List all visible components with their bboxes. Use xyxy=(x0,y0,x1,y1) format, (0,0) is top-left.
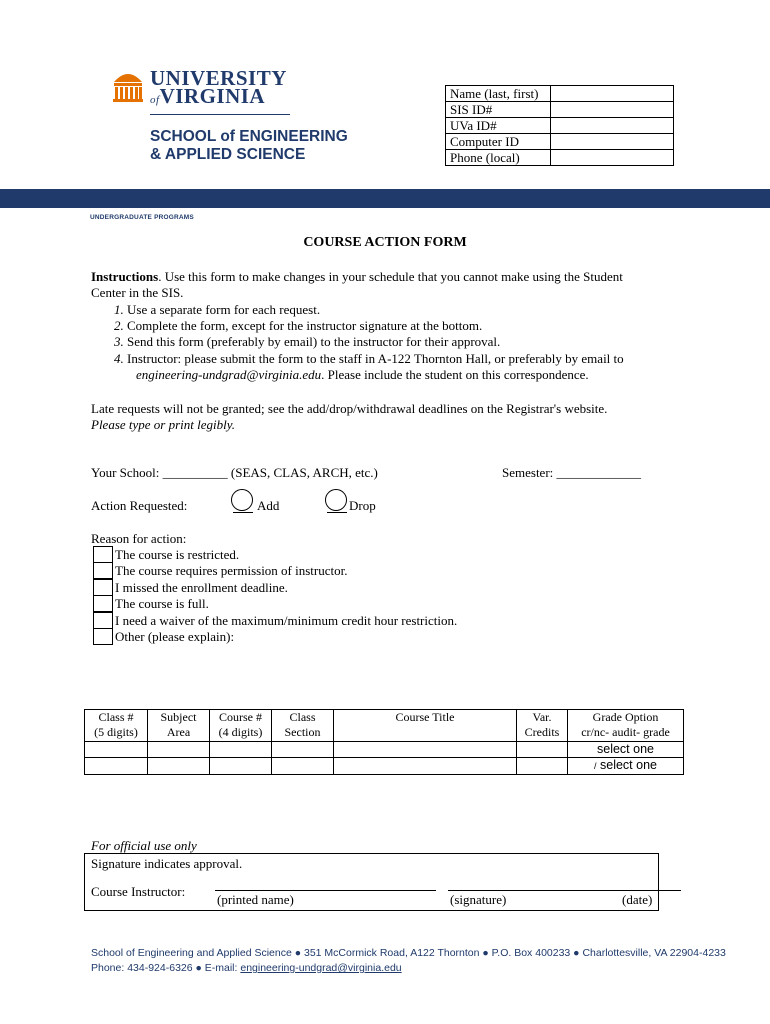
course-num-cell[interactable] xyxy=(210,742,272,758)
instruction-step-4-cont: engineering-undgrad@virginia.edu. Please include the student on this correspondence. xyxy=(136,367,589,382)
drop-underline xyxy=(327,512,347,513)
reason-other: Other (please explain): xyxy=(115,629,235,644)
add-radio[interactable] xyxy=(231,489,253,511)
printed-name-label: (printed name) xyxy=(217,892,294,907)
subject-area-cell[interactable] xyxy=(148,758,210,775)
header-class-num: Class # (5 digits) xyxy=(85,710,148,742)
var-credits-cell[interactable] xyxy=(517,758,568,775)
instruction-step-1: 1. Use a separate form for each request. xyxy=(114,302,321,317)
reason-checkbox-deadline[interactable] xyxy=(93,579,113,596)
instruction-step-2: 2. Complete the form, except for the instructor signature at the bottom. xyxy=(114,318,483,333)
logo-school-line2: & APPLIED SCIENCE xyxy=(150,146,306,163)
course-table xyxy=(84,709,684,775)
signature-line[interactable] xyxy=(448,890,681,891)
instruction-step-4: 4. Instructor: please submit the form to the staff in A-122 Thornton Hall, or preferably by email to xyxy=(114,351,624,366)
reason-waiver: I need a waiver of the maximum/minimum credit hour restriction. xyxy=(115,613,458,628)
instructions-intro: Instructions. Use this form to make changes in your schedule that you cannot make using the Student xyxy=(91,269,623,284)
legibly-note: Please type or print legibly. xyxy=(91,417,236,432)
name-field[interactable] xyxy=(551,86,674,102)
instructions-intro-2: Center in the SIS. xyxy=(91,285,184,300)
signature-label: (signature) xyxy=(450,892,507,907)
drop-label: Drop xyxy=(349,498,376,513)
late-requests-note: Late requests will not be granted; see the add/drop/withdrawal deadlines on the Registrar's website. xyxy=(91,401,608,416)
action-requested-label: Action Requested: xyxy=(91,498,188,513)
course-instructor-label: Course Instructor: xyxy=(91,884,186,899)
course-title-cell[interactable] xyxy=(334,758,517,775)
instruction-step-3: 3. Send this form (preferably by email) to the instructor for their approval. xyxy=(114,334,501,349)
drop-radio[interactable] xyxy=(325,489,347,511)
class-section-cell[interactable] xyxy=(272,742,334,758)
id-label-computer: Computer ID xyxy=(446,134,551,150)
signature-approval-text: Signature indicates approval. xyxy=(91,856,243,871)
header-class-section: Class Section xyxy=(272,710,334,742)
header-var-credits: Var. Credits xyxy=(517,710,568,742)
sis-id-field[interactable] xyxy=(551,102,674,118)
footer-address: School of Engineering and Applied Science ● 351 McCormick Road, A122 Thornton ● P.O. Box 400233 ● Charlottesville, VA 22904-4233 xyxy=(91,947,726,959)
table-row xyxy=(85,742,684,758)
logo-divider xyxy=(150,114,290,115)
table-row xyxy=(85,758,684,775)
logo-virginia: ofVIRGINIA xyxy=(150,84,266,108)
logo-school-line1: SCHOOL of ENGINEERING xyxy=(150,128,348,145)
id-label-uva: UVa ID# xyxy=(446,118,551,134)
reason-checkbox-restricted[interactable] xyxy=(93,546,113,563)
header-course-title: Course Title xyxy=(334,710,517,742)
header-course-num: Course # (4 digits) xyxy=(210,710,272,742)
footer-email-link[interactable]: engineering-undgrad@virginia.edu xyxy=(240,962,402,974)
course-title-cell[interactable] xyxy=(334,742,517,758)
form-title: COURSE ACTION FORM xyxy=(303,235,467,250)
reason-restricted: The course is restricted. xyxy=(115,547,240,562)
printed-name-line[interactable] xyxy=(215,890,436,891)
reason-full: The course is full. xyxy=(115,596,209,611)
rotunda-icon xyxy=(112,68,144,102)
student-id-table xyxy=(445,85,674,166)
reason-heading: Reason for action: xyxy=(91,531,187,546)
grade-option-select[interactable]: / select one xyxy=(568,758,684,775)
date-label: (date) xyxy=(622,892,653,907)
logo-university: UNIVERSITY xyxy=(150,66,287,90)
footer xyxy=(91,946,726,976)
grade-option-select[interactable]: select one xyxy=(568,742,684,758)
id-label-sis: SIS ID# xyxy=(446,102,551,118)
header-grade-option: Grade Option cr/nc- audit- grade xyxy=(568,710,684,742)
reason-checkbox-waiver[interactable] xyxy=(93,612,113,629)
semester-field[interactable]: Semester: _____________ xyxy=(502,465,642,480)
program-label: UNDERGRADUATE PROGRAMS xyxy=(90,214,194,221)
reason-checkbox-full[interactable] xyxy=(93,595,113,612)
instructions-email: engineering-undgrad@virginia.edu xyxy=(136,367,322,382)
school-field[interactable]: Your School: __________ (SEAS, CLAS, ARCH, etc.) xyxy=(91,465,378,480)
header-subject-area: Subject Area xyxy=(148,710,210,742)
header-band xyxy=(0,189,770,208)
reason-permission: The course requires permission of instructor. xyxy=(115,563,348,578)
uva-logo xyxy=(112,66,372,176)
id-label-phone: Phone (local) xyxy=(446,150,551,166)
reason-checkbox-permission[interactable] xyxy=(93,562,113,579)
class-num-cell[interactable] xyxy=(85,742,148,758)
computer-id-field[interactable] xyxy=(551,134,674,150)
footer-contact: Phone: 434-924-6326 ● E-mail: engineering-undgrad@virginia.edu xyxy=(91,962,402,974)
add-underline xyxy=(233,512,253,513)
subject-area-cell[interactable] xyxy=(148,742,210,758)
phone-field[interactable] xyxy=(551,150,674,166)
uva-id-field[interactable] xyxy=(551,118,674,134)
course-num-cell[interactable] xyxy=(210,758,272,775)
id-label-name: Name (last, first) xyxy=(446,86,551,102)
class-section-cell[interactable] xyxy=(272,758,334,775)
reason-checkbox-other[interactable] xyxy=(93,628,113,645)
add-label: Add xyxy=(257,498,280,513)
reason-deadline: I missed the enrollment deadline. xyxy=(115,580,288,595)
class-num-cell[interactable] xyxy=(85,758,148,775)
course-table-header xyxy=(85,710,684,742)
var-credits-cell[interactable] xyxy=(517,742,568,758)
official-use-label: For official use only xyxy=(91,838,197,853)
